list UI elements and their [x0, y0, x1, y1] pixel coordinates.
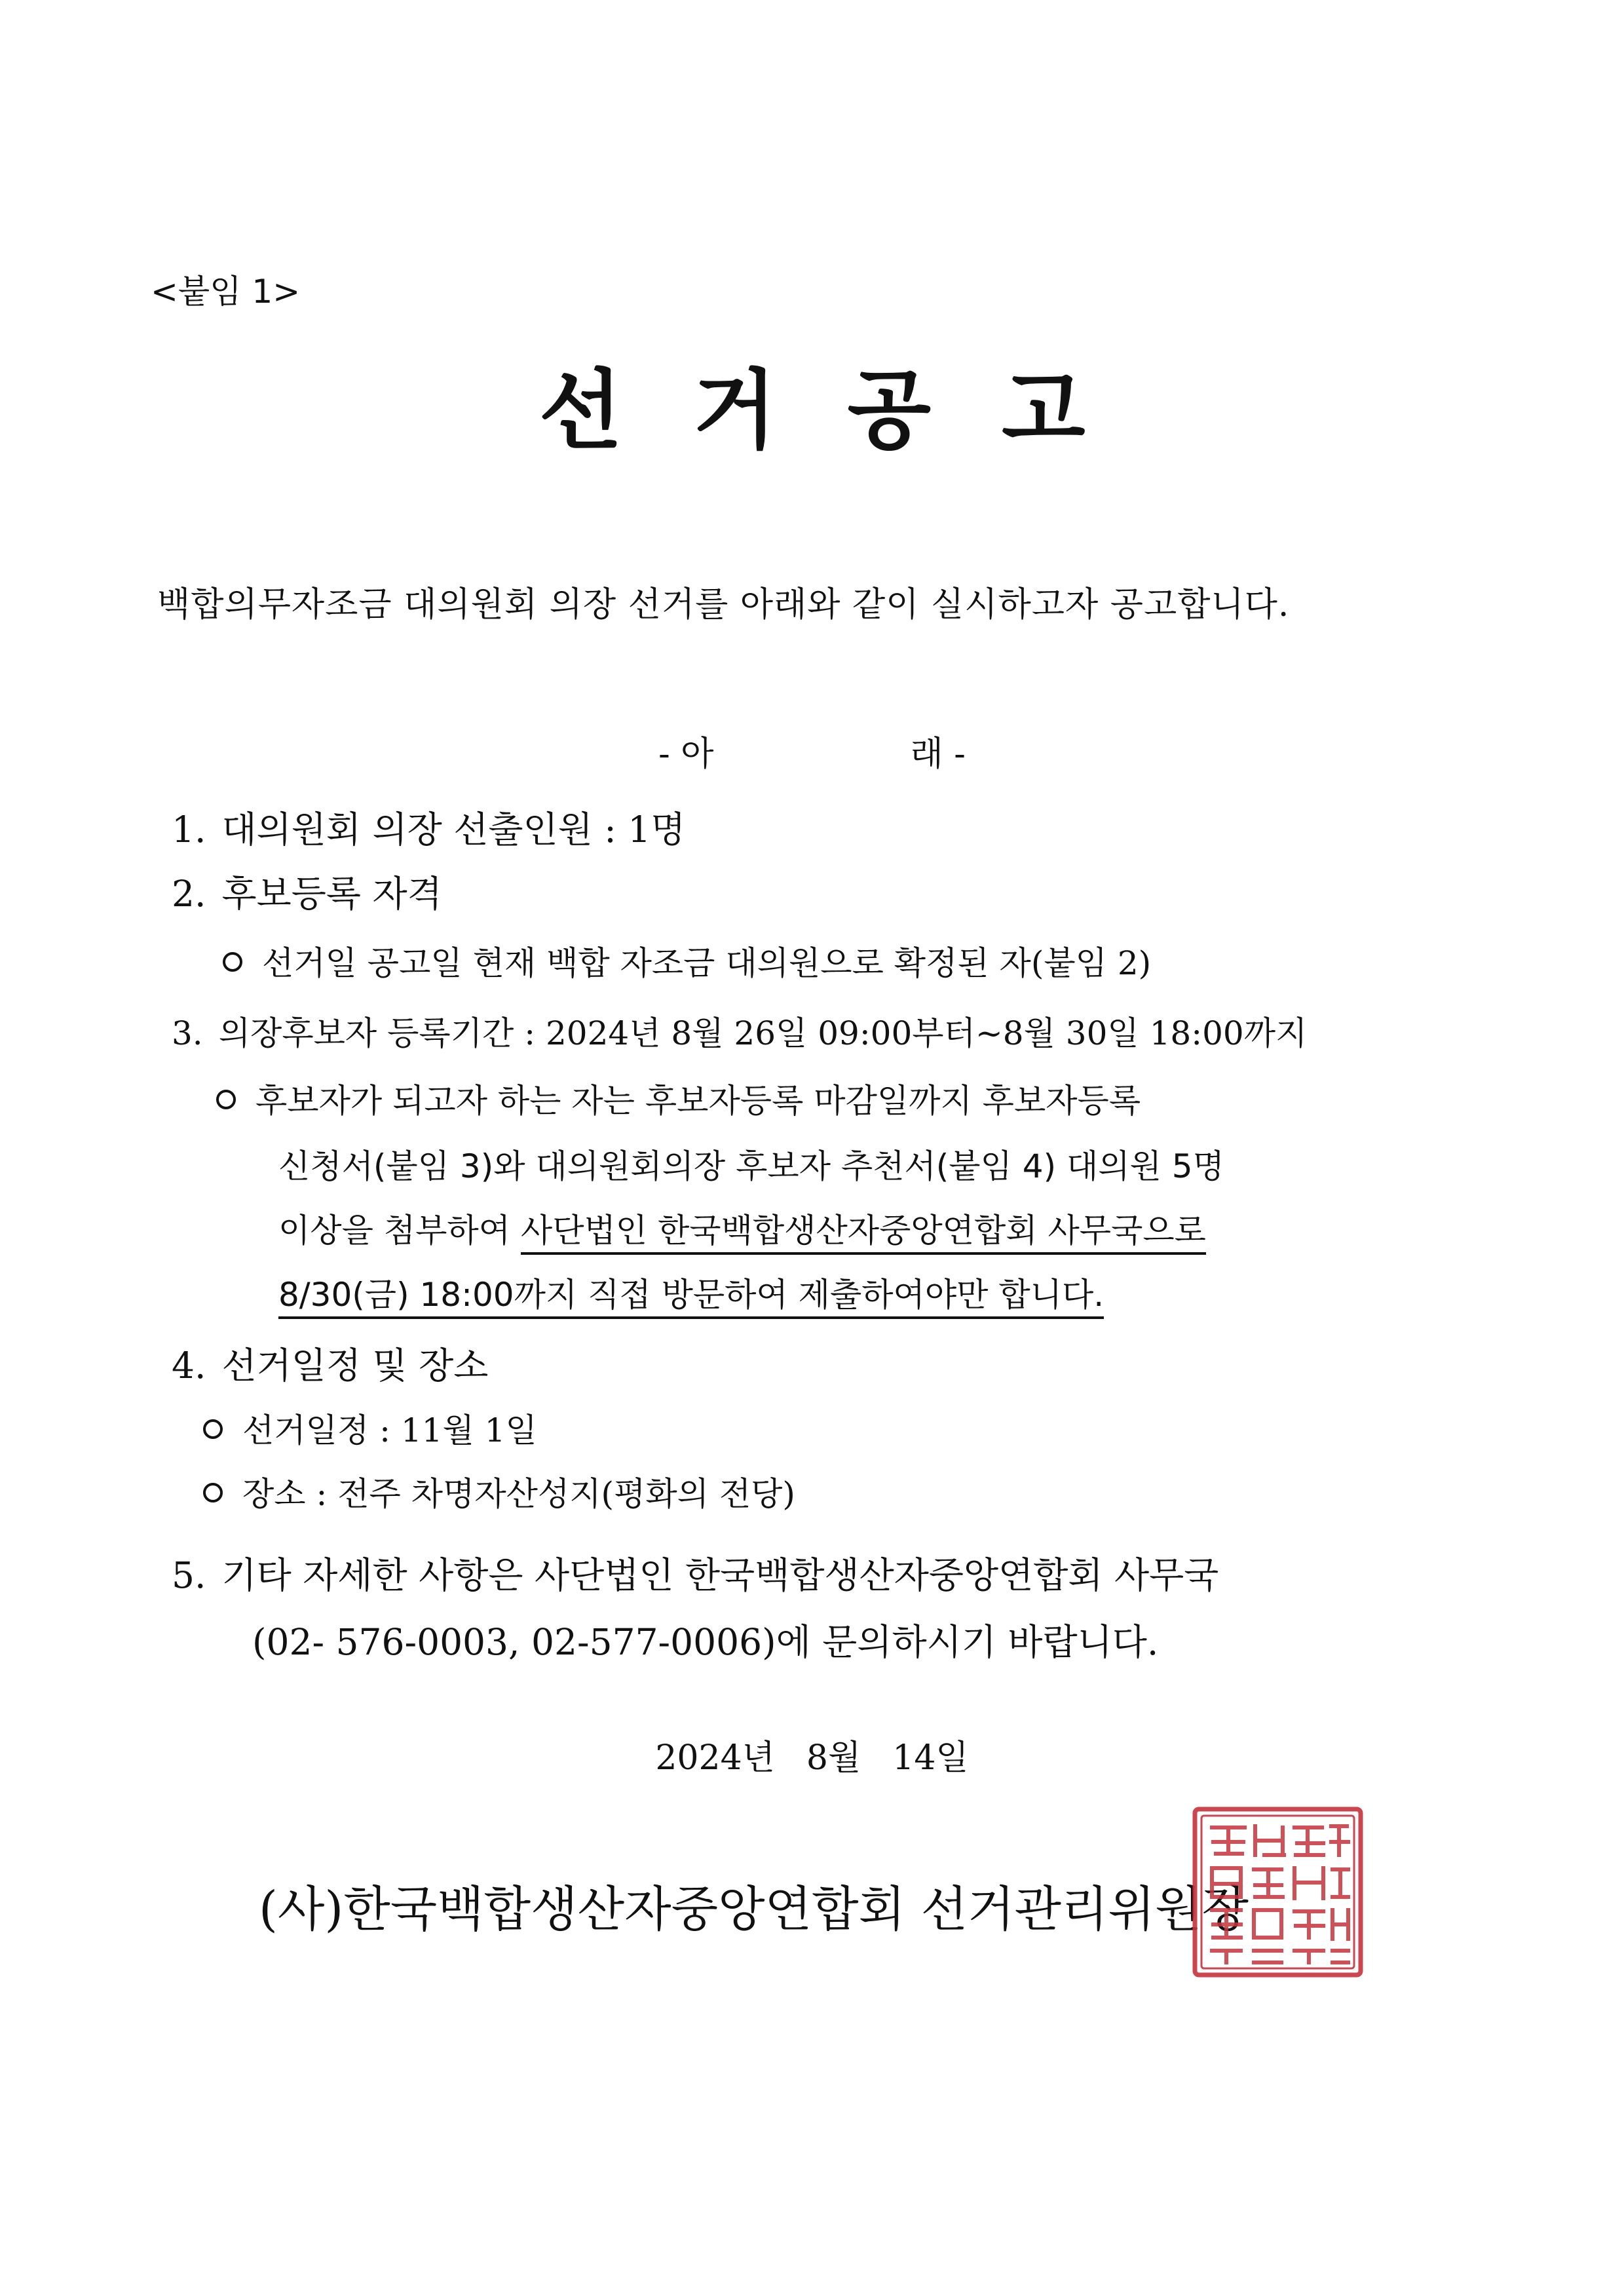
item-3-detail-text-1: 후보자가 되고자 하는 자는 후보자등록 마감일까지 후보자등록: [255, 1082, 1141, 1120]
item-4-schedule-text: 선거일정 : 11월 1일: [242, 1411, 537, 1449]
item-3-number: 3.: [172, 1014, 203, 1052]
item-1-text: 대의원회 의장 선출인원 : 1명: [221, 809, 686, 851]
item-3-detail-line-3: [278, 1204, 1206, 1252]
item-3: [172, 1007, 1307, 1054]
item-5-text: 기타 자세한 사항은 사단법인 한국백합생산자중앙연합회 사무국: [221, 1554, 1219, 1596]
section-heading: [0, 726, 1624, 775]
circle-bullet-icon: [223, 952, 242, 972]
item-5-number: 5.: [172, 1554, 206, 1596]
attachment-tag: <붙임 1>: [151, 273, 301, 311]
date-year: 2024년: [655, 1738, 775, 1778]
circle-bullet-icon: [203, 1419, 223, 1439]
item-3-detail-line-4: [278, 1269, 1104, 1316]
item-3-detail-line-1: [216, 1075, 1141, 1122]
item-4-venue-text: 장소 : 전주 차명자산성지(평화의 전당): [242, 1475, 795, 1513]
item-4: [172, 1337, 488, 1388]
item-4-schedule: [203, 1404, 537, 1451]
intro-text: 백합의무자조금 대의원회 의장 선거를 아래와 같이 실시하고자 공고합니다.: [157, 585, 1290, 624]
item-1: [172, 801, 685, 852]
item-5: [172, 1546, 1218, 1598]
section-heading-right: 래 -: [910, 735, 966, 774]
item-4-text: 선거일정 및 장소: [221, 1345, 489, 1387]
circle-bullet-icon: [216, 1090, 236, 1109]
official-seal-icon: [1191, 1805, 1365, 1979]
item-5-contact: (02- 576-0003, 02-577-0006)에 문의하시기 바랍니다.: [252, 1621, 1159, 1663]
item-2-text: 후보등록 자격: [221, 873, 442, 915]
item-2-sub: [223, 937, 1151, 984]
item-2-sub-text: 선거일 공고일 현재 백합 자조금 대의원으로 확정된 자(붙임 2): [262, 944, 1152, 982]
item-3-detail-underlined-2: 8/30(금) 18:00까지 직접 방문하여 제출하여야만 합니다.: [278, 1276, 1104, 1319]
signature-line: (사)한국백합생산자중앙연합회 선거관리위원장: [259, 1881, 1249, 1938]
announcement-date: [0, 1730, 1624, 1779]
item-3-detail-line-2: 신청서(붙임 3)와 대의원회의장 후보자 추천서(붙임 4) 대의원 5명: [278, 1147, 1224, 1185]
item-3-text: 의장후보자 등록기간 : 2024년 8월 26일 09:00부터~8월 30일 18:00까지: [218, 1014, 1308, 1052]
circle-bullet-icon: [203, 1483, 223, 1502]
section-heading-left: - 아: [658, 735, 714, 774]
item-1-number: 1.: [172, 809, 206, 851]
item-2-number: 2.: [172, 873, 206, 915]
document-title: 선거공고: [538, 360, 1156, 461]
item-3-detail-plain: 이상을 첨부하여: [278, 1212, 521, 1250]
date-day: 14일: [892, 1738, 969, 1778]
item-2: [172, 865, 442, 917]
item-3-detail-underlined-1: 사단법인 한국백합생산자중앙연합회 사무국으로: [521, 1212, 1206, 1255]
date-month: 8월: [806, 1738, 861, 1778]
item-4-venue: [203, 1468, 795, 1515]
item-4-number: 4.: [172, 1345, 206, 1387]
